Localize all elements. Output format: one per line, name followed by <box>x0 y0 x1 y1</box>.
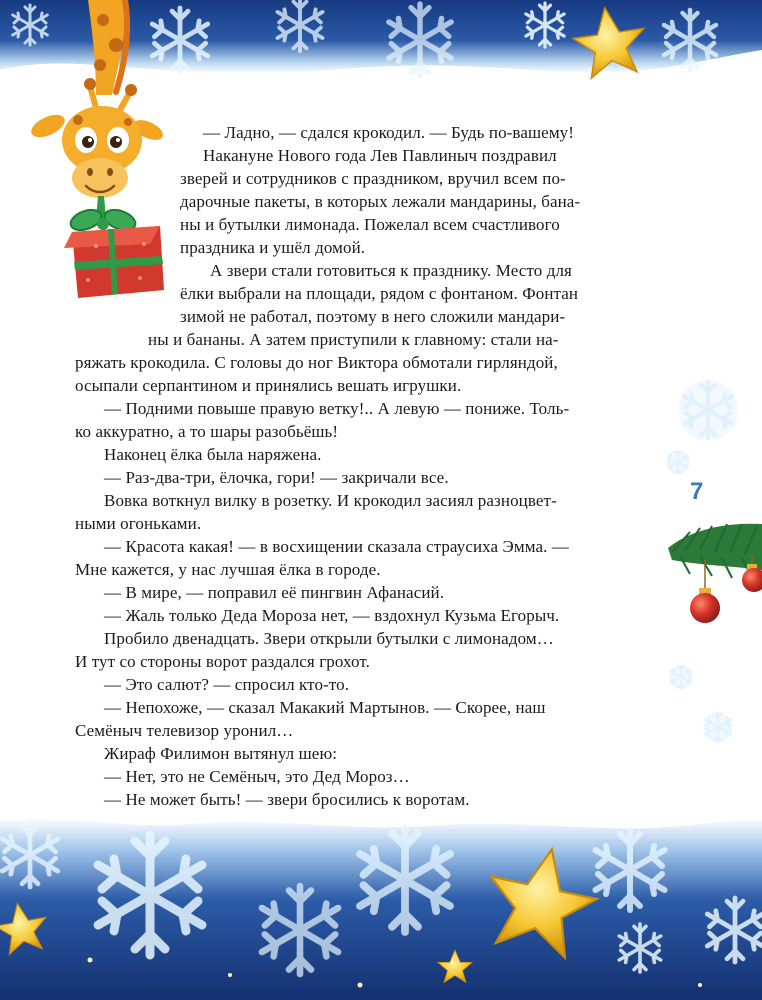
story-line: праздника и ушёл домой. <box>180 238 366 257</box>
story-line: И тут со стороны ворот раздался грохот. <box>75 652 370 671</box>
story-line: ными огоньками. <box>75 514 202 533</box>
story-line: — Не может быть! — звери бросились к воротам. <box>104 790 470 809</box>
story-line: ны и бананы. А затем приступили к главному: стали на- <box>148 330 559 349</box>
story-line: А звери стали готовиться к празднику. Место для <box>210 261 572 280</box>
story-line: ёлки выбрали на площади, рядом с фонтаном. Фонтан <box>180 284 579 303</box>
story-line: — Ладно, — сдался крокодил. — Будь по-вашему! <box>203 123 575 142</box>
story-line: ряжать крокодила. С головы до ног Виктора обмотали гирляндой, <box>75 353 558 372</box>
story-line: Жираф Филимон вытянул шею: <box>104 744 338 763</box>
story-line: — Красота какая! — в восхищении сказала страусиха Эмма. — <box>104 537 569 556</box>
story-line: Пробило двенадцать. Звери открыли бутылки с лимонадом… <box>104 629 554 648</box>
story-line: осыпали серпантином и принялись вешать игрушки. <box>75 376 462 395</box>
story-line: — Жаль только Деда Мороза нет, — вздохнул Кузьма Егорыч. <box>104 606 560 625</box>
story-line: Наконец ёлка была наряжена. <box>104 445 322 464</box>
story-line: — Подними повыше правую ветку!.. А левую — пониже. Толь- <box>104 399 570 418</box>
story-line: зимой не работал, поэтому в него сложили мандари- <box>180 307 566 326</box>
story-line: Накануне Нового года Лев Павлиныч поздравил <box>203 146 557 165</box>
story-line: Вовка воткнул вилку в розетку. И крокодил засиял разноцвет- <box>104 491 557 510</box>
story-line: — Раз-два-три, ёлочка, гори! — закричали все. <box>104 468 449 487</box>
story-line: ко аккуратно, а то шары разобьёшь! <box>75 422 339 441</box>
story-line: — Это салют? — спросил кто-то. <box>104 675 350 694</box>
story-line: дарочные пакеты, в которых лежали мандарины, бана- <box>180 192 581 211</box>
story-line: — Непохоже, — сказал Макакий Мартынов. — Скорее, наш <box>104 698 546 717</box>
page-number: 7 <box>690 478 704 505</box>
story-line: зверей и сотрудников с праздником, вручил всем по- <box>180 169 566 188</box>
story-line: ны и бутылки лимонада. Пожелал всем счастливого <box>180 215 560 234</box>
story-line: — В мире, — поправил её пингвин Афанасий. <box>104 583 445 602</box>
story-line: Семёныч телевизор уронил… <box>75 721 294 740</box>
story-line: Мне кажется, у нас лучшая ёлка в городе. <box>75 560 381 579</box>
story-line: — Нет, это не Семёныч, это Дед Мороз… <box>104 767 410 786</box>
